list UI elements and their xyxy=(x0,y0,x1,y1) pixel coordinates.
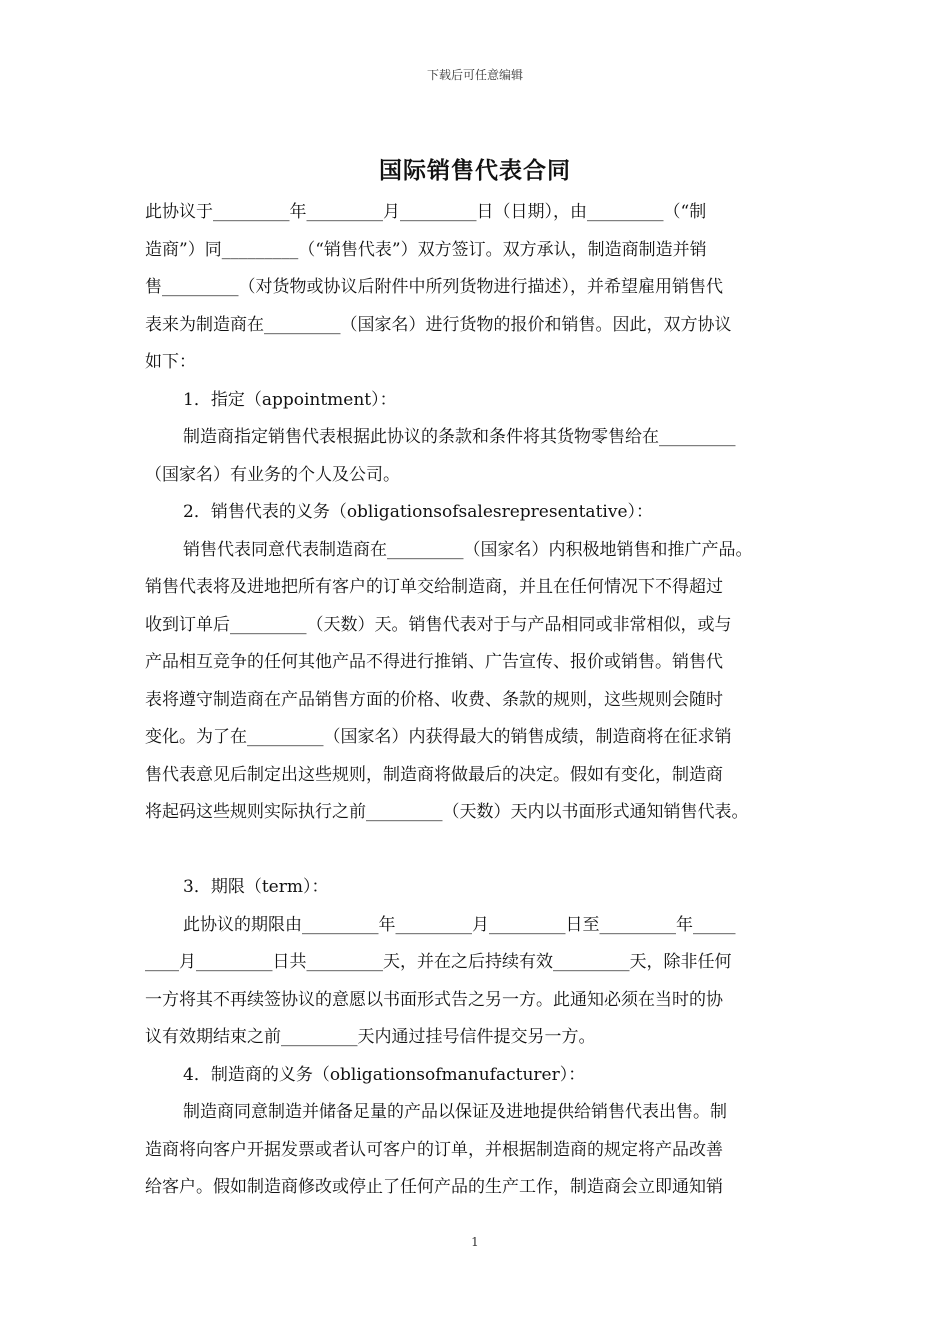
section-4-line-3: 给客户。假如制造商修改或停止了任何产品的生产工作，制造商会立即通知销 xyxy=(145,1177,723,1197)
section-4-line-2: 造商将向客户开据发票或者认可客户的订单，并根据制造商的规定将产品改善 xyxy=(145,1139,723,1160)
section-3-line-4: 议有效期结束之前_________天内通过挂号信件提交另一方。 xyxy=(145,1027,596,1047)
contract-body xyxy=(145,194,815,1207)
section-3-heading: 3．期限（term）： xyxy=(183,877,329,897)
section-1-heading: 1．指定（appointment）： xyxy=(183,389,397,410)
intro-line-3: 售_________（对货物或协议后附件中所列货物进行描述），并希望雇用销售代 xyxy=(145,277,723,297)
section-2-line-7: 售代表意见后制定出这些规则，制造商将做最后的决定。假如有变化，制造商 xyxy=(145,764,723,785)
section-3-line-1: 此协议的期限由_________年_________月_________日至_________年_____ xyxy=(183,914,736,935)
section-2-line-1: 销售代表同意代表制造商在_________（国家名）内积极地销售和推广产品。 xyxy=(183,539,753,560)
page-number: 1 xyxy=(471,1235,479,1249)
section-2-line-8: 将起码这些规则实际执行之前_________（天数）天内以书面形式通知销售代表。 xyxy=(145,802,749,822)
intro-line-4: 表来为制造商在_________（国家名）进行货物的报价和销售。因此，双方协议 xyxy=(145,314,732,335)
section-4-line-1: 制造商同意制造并储备足量的产品以保证及进地提供给销售代表出售。制 xyxy=(183,1102,727,1122)
intro-line-1: 此协议于_________年_________月_________日（日期），由_________（“制 xyxy=(145,202,707,222)
section-3-line-2: ____月_________日共_________天，并在之后持续有效_________天，除非任何 xyxy=(145,952,732,972)
document-title: 国际销售代表合同 xyxy=(379,158,571,184)
section-1-line-2: （国家名）有业务的个人及公司。 xyxy=(145,464,400,485)
section-3-line-3: 一方将其不再续签协议的意愿以书面形式告之另一方。此通知必须在当时的协 xyxy=(145,989,723,1010)
section-2-heading: 2．销售代表的义务（obligationsofsalesrepresentative）： xyxy=(183,502,653,522)
section-2-line-5: 表将遵守制造商在产品销售方面的价格、收费、条款的规则，这些规则会随时 xyxy=(145,689,723,710)
section-1-line-1: 制造商指定销售代表根据此协议的条款和条件将其货物零售给在_________ xyxy=(183,427,736,447)
intro-line-2: 造商”）同_________（“销售代表”）双方签订。双方承认，制造商制造并销 xyxy=(145,239,707,260)
header-note: 下载后可任意编辑 xyxy=(426,68,523,82)
section-2-line-4: 产品相互竞争的任何其他产品不得进行推销、广告宣传、报价或销售。销售代 xyxy=(145,652,723,672)
section-2-line-6: 变化。为了在_________（国家名）内获得最大的销售成绩，制造商将在征求销 xyxy=(145,727,732,747)
paragraph-gap xyxy=(145,832,815,870)
section-2-line-3: 收到订单后_________（天数）天。销售代表对于与产品相同或非常相似，或与 xyxy=(145,614,732,635)
section-4-heading: 4．制造商的义务（obligationsofmanufacturer）： xyxy=(183,1064,586,1085)
intro-line-5: 如下： xyxy=(145,352,196,372)
section-2-line-2: 销售代表将及进地把所有客户的订单交给制造商，并且在任何情况下不得超过 xyxy=(145,577,723,597)
